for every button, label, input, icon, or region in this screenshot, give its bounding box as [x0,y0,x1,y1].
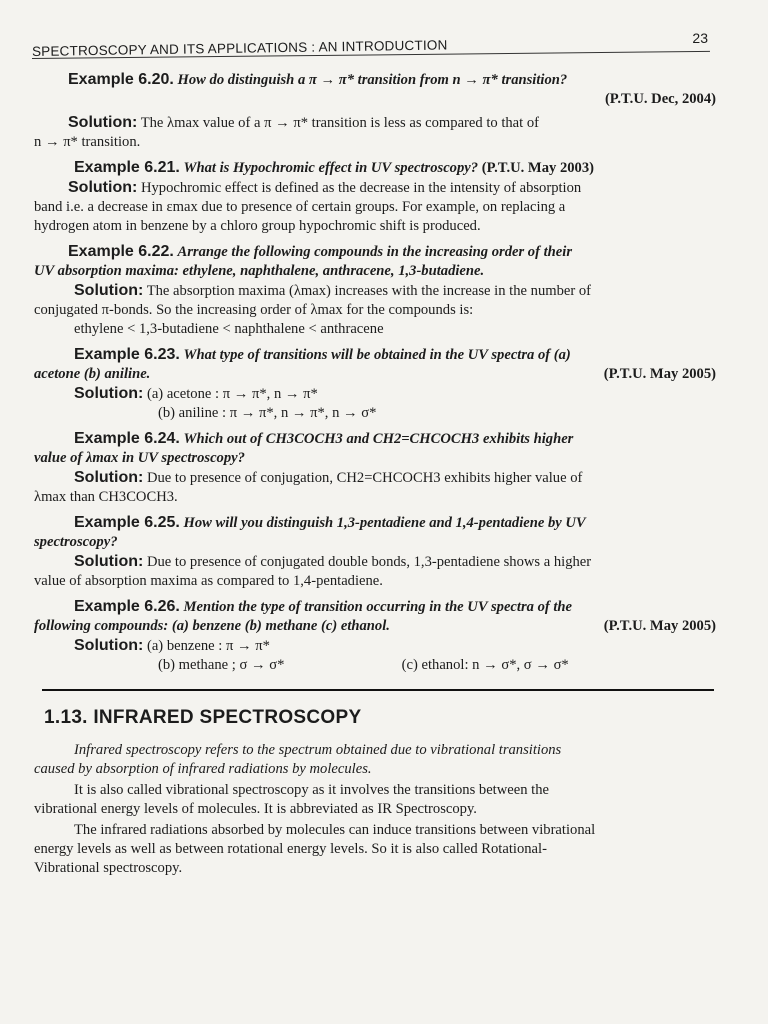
page-number: 23 [692,30,708,46]
solution-label: Solution: [74,469,144,486]
solution-line: λmax than CH3COCH3. [34,489,178,505]
section-paragraph: It is also called vibrational spectroscopy as it involves the transitions between the vibrational energy levels of molecules. It is abbreviated as IR Spectroscopy. [34,782,549,817]
solution-label: Solution: [68,114,138,131]
section-paragraph: The infrared radiations absorbed by molecules can induce transitions between vibrational energy levels as well as between rotational energy levels. So it is also called Rotational- Vibrational spectroscopy. [34,822,596,876]
solution-line: Solution: The absorption maxima (λmax) increases with the increase in the number of [74,282,592,299]
solution-line: (b) methane ; σ → σ* (c) ethanol: n → σ*, σ → σ* [158,657,569,673]
example-6-24-heading [34,429,716,449]
solution-line: Solution: (a) acetone : π → π*, n → π* [74,385,318,402]
solution-label: Solution: [74,637,144,654]
running-head: SPECTROSCOPY AND ITS APPLICATIONS : AN INTRODUCTION [31,37,448,59]
section-divider [42,689,714,691]
example-6-22-heading [34,242,716,262]
example-question: How do distinguish a π → π* transition from n → π* transition? [177,72,568,88]
example-question: What type of transitions will be obtained in the UV spectra of (a) [183,347,571,363]
solution-line: conjugated π-bonds. So the increasing order of λmax for the compounds is: [34,302,474,318]
example-6-23-heading [34,345,716,365]
example-question-row [34,365,716,384]
solution-label: Solution: [74,385,144,402]
example-question: What is Hypochromic effect in UV spectroscopy? [183,160,479,176]
example-label: Example 6.21. [74,159,180,176]
example-6-21-heading [34,158,716,178]
solution-line: Solution: The λmax value of a π → π* transition is less as compared to that of [68,114,540,131]
example-label: Example 6.22. [68,243,174,260]
solution-label: Solution: [74,282,144,299]
solution-line: Solution: Due to presence of conjugation, CH2=CHCOCH3 exhibits higher value of [74,469,583,486]
example-question: value of λmax in UV spectroscopy? [34,450,245,466]
solution-line: ethylene < 1,3-butadiene < naphthalene < anthracene [74,321,384,337]
example-question: Which out of CH3COCH3 and CH2=CHCOCH3 exhibits higher [183,431,574,447]
example-question-row [34,617,716,636]
solution-line: n → π* transition. [34,134,141,150]
section-heading: 1.13. INFRARED SPECTROSCOPY [44,707,362,728]
example-label: Example 6.24. [74,430,180,447]
example-label: Example 6.26. [74,598,180,615]
example-6-25-heading [34,513,716,533]
example-question: Arrange the following compounds in the increasing order of their [177,244,572,260]
solution-line: Solution: Hypochromic effect is defined as the decrease in the intensity of absorption [68,179,582,196]
example-question: UV absorption maxima: ethylene, naphthalene, anthracene, 1,3-butadiene. [34,263,485,279]
example-reference: (P.T.U. May 2005) [603,618,716,634]
example-question: following compounds: (a) benzene (b) methane (c) ethanol. [34,618,390,634]
example-6-26-heading [34,597,716,617]
example-reference: (P.T.U. May 2003) [481,160,594,176]
example-reference: (P.T.U. May 2005) [603,366,716,382]
example-question: Mention the type of transition occurring in the UV spectra of the [183,599,573,615]
example-label: Example 6.23. [74,346,180,363]
page-content [34,64,716,878]
example-question: acetone (b) aniline. [34,366,151,382]
solution-line: (b) aniline : π → π*, n → π*, n → σ* [158,405,377,421]
solution-line: value of absorption maxima as compared to 1,4-pentadiene. [34,573,383,589]
solution-line: hydrogen atom in benzene by a chloro group hypochromic shift is produced. [34,218,481,234]
section-paragraph: Infrared spectroscopy refers to the spectrum obtained due to vibrational transitions caused by absorption of infrared radiations by molecules. [34,742,562,777]
solution-line: band i.e. a decrease in εmax due to presence of certain groups. For example, on replacing a [34,199,566,215]
example-label: Example 6.20. [68,71,174,88]
example-6-20-heading [34,70,716,90]
example-question: How will you distinguish 1,3-pentadiene and 1,4-pentadiene by UV [183,515,586,531]
solution-label: Solution: [74,553,144,570]
solution-label: Solution: [68,179,138,196]
example-question: spectroscopy? [34,534,118,550]
solution-line: Solution: Due to presence of conjugated double bonds, 1,3-pentadiene shows a higher [74,553,592,570]
solution-line: Solution: (a) benzene : π → π* [74,637,270,654]
example-reference: (P.T.U. Dec, 2004) [604,91,716,107]
example-label: Example 6.25. [74,514,180,531]
